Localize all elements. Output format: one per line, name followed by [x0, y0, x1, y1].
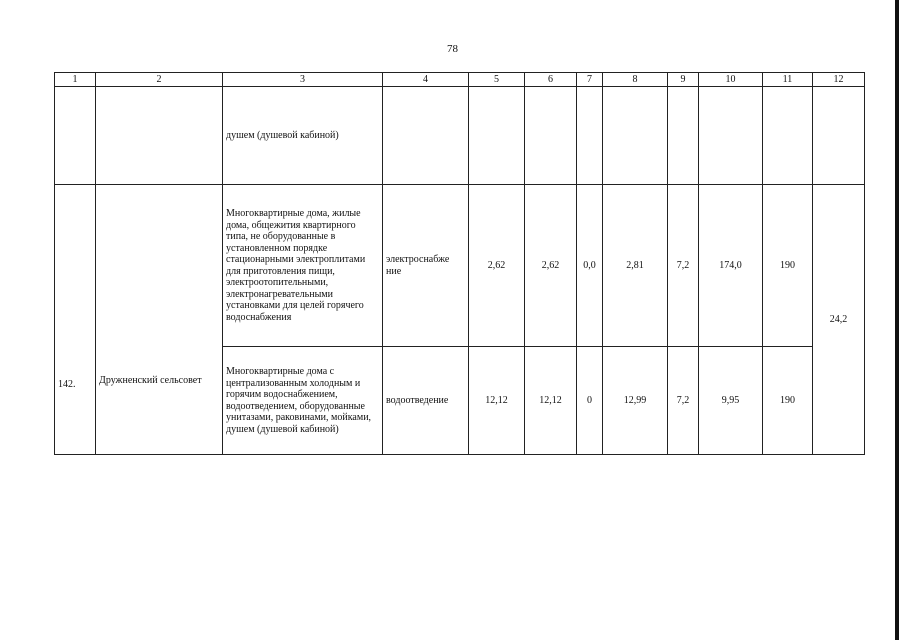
continuation-row	[55, 87, 865, 185]
row-col8: 12,99	[603, 347, 668, 455]
header-cell: 1	[55, 73, 96, 87]
header-cell: 2	[96, 73, 223, 87]
row-description: Многоквартирные дома, жилые дома, общежития квартирного типа, не оборудованные в установленном порядке стационарными электроплитами для приготовления пищи, электроотопительными, электронагревательными установками для целей горячего водоснабжения	[223, 185, 383, 347]
header-cell: 10	[699, 73, 763, 87]
header-cell: 12	[813, 73, 865, 87]
header-cell: 3	[223, 73, 383, 87]
header-cell: 4	[383, 73, 469, 87]
row-service: электроснабже ние	[383, 185, 469, 347]
header-cell: 5	[469, 73, 525, 87]
entry-col12: 24,2	[813, 185, 865, 455]
entry-name: Дружненский сельсовет	[99, 374, 202, 386]
entry-number-cell	[55, 185, 96, 455]
row-col6: 2,62	[525, 185, 577, 347]
entry-number: 142.	[58, 378, 76, 390]
row-col5: 12,12	[469, 347, 525, 455]
table-row	[55, 185, 865, 347]
row-col6: 12,12	[525, 347, 577, 455]
row-col7: 0	[577, 347, 603, 455]
row-description: Многоквартирные дома с централизованным холодным и горячим водоснабжением, водоотведением, оборудованные унитазами, раковинами, мойками, душем (душевой кабиной)	[223, 347, 383, 455]
header-cell: 8	[603, 73, 668, 87]
header-cell: 11	[763, 73, 813, 87]
tariff-table	[54, 72, 865, 455]
row-col7: 0,0	[577, 185, 603, 347]
row-col10: 174,0	[699, 185, 763, 347]
header-cell: 9	[668, 73, 699, 87]
row-col11: 190	[763, 185, 813, 347]
row-col10: 9,95	[699, 347, 763, 455]
scan-edge-line	[895, 0, 899, 640]
row-col9: 7,2	[668, 347, 699, 455]
row-col5: 2,62	[469, 185, 525, 347]
page-number: 78	[447, 43, 458, 55]
header-row	[55, 73, 865, 87]
row-col9: 7,2	[668, 185, 699, 347]
header-cell: 7	[577, 73, 603, 87]
row-col11: 190	[763, 347, 813, 455]
entry-name-cell	[96, 185, 223, 455]
row-col8: 2,81	[603, 185, 668, 347]
header-cell: 6	[525, 73, 577, 87]
row-description: душем (душевой кабиной)	[223, 87, 383, 185]
row-service: водоотведение	[383, 347, 469, 455]
